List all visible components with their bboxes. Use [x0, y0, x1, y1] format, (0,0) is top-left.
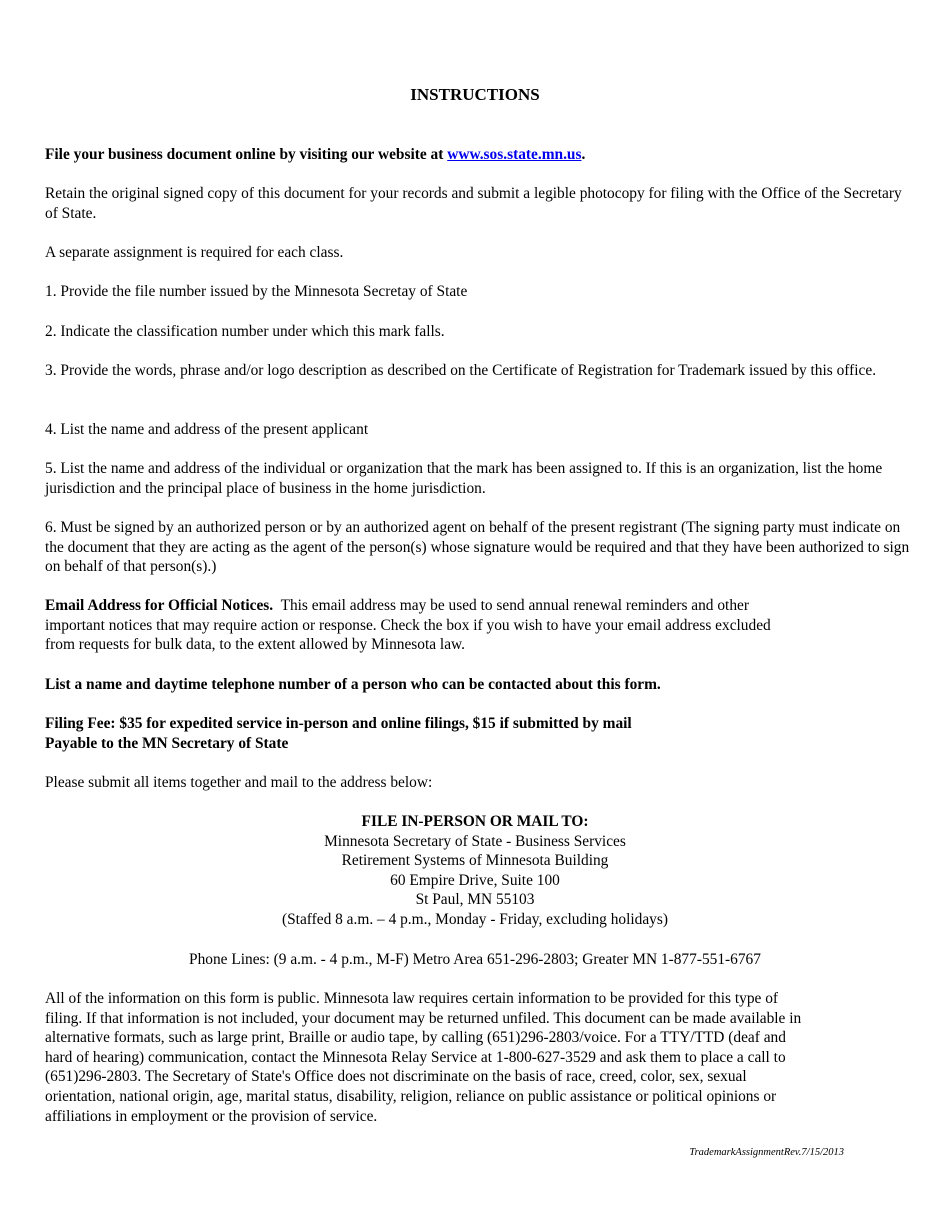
email-notice — [45, 596, 910, 655]
mailing-address-heading: FILE IN-PERSON OR MAIL TO: — [361, 813, 589, 830]
sos-website-link[interactable]: www.sos.state.mn.us — [447, 146, 582, 163]
online-filing-text: File your business document online by visiting our website at — [45, 146, 444, 163]
filing-fee — [45, 714, 910, 753]
mailing-address-line-4: St Paul, MN 55103 — [415, 891, 535, 909]
phone-lines: Phone Lines: (9 a.m. - 4 p.m., M-F) Metro Area 651-296-2803; Greater MN 1-877-551-6767 — [189, 951, 761, 968]
step-2: 2. Indicate the classification number under which this mark falls. — [45, 323, 445, 340]
online-filing-period: . — [581, 146, 586, 163]
public-notice-line: All of the information on this form is public. Minnesota law requires certain information to be provided for this type of — [45, 990, 779, 1007]
public-notice-line: affiliations in employment or the provision of service. — [45, 1107, 378, 1125]
page-title: INSTRUCTIONS — [410, 85, 540, 104]
public-notice-line: (651)296-2803. The Secretary of State's Office does not discriminate on the basis of race, creed, color, sex, sexual — [45, 1068, 747, 1086]
mailing-address-line-2: Retirement Systems of Minnesota Building — [341, 852, 609, 870]
public-information-notice — [45, 989, 910, 1126]
email-notice-line-2: important notices that may require action or response. Check the box if you wish to have your email address excluded — [45, 616, 771, 634]
step-6: 6. Must be signed by an authorized person or by an authorized agent on behalf of the present registrant (The signing party must indicate on the document that they are acting as the agent of the person(s) whose signature would be required and that they have been authorized to sign on behalf of that person(s).) — [45, 519, 910, 576]
email-notice-line-3: from requests for bulk data, to the extent allowed by Minnesota law. — [45, 636, 465, 654]
step-3: 3. Provide the words, phrase and/or logo description as described on the Certificate of Registration for Trademark issued by this office. — [45, 362, 877, 379]
email-notice-line-1 — [45, 596, 910, 616]
step-1: 1. Provide the file number issued by the Minnesota Secretay of State — [45, 283, 468, 300]
public-notice-line: orientation, national origin, age, marital status, disability, religion, reliance on public assistance or political opinions or — [45, 1087, 777, 1105]
online-filing-note — [45, 145, 910, 165]
revision-label: TrademarkAssignmentRev.7/15/2013 — [689, 1147, 844, 1158]
mailing-address-line-3: 60 Empire Drive, Suite 100 — [390, 871, 560, 889]
step-5: 5. List the name and address of the individual or organization that the mark has been assigned to. If this is an organization, list the home jurisdiction and the principal place of business in the home jurisdiction. — [45, 460, 883, 497]
public-notice-line: alternative formats, such as large print, Braille or audio tape, by calling (651)296-2803/voice. For a TTY/TTD (deaf and — [45, 1029, 786, 1047]
email-notice-heading: Email Address for Official Notices. — [45, 597, 274, 614]
separate-assignment-note: A separate assignment is required for each class. — [45, 244, 344, 261]
retain-copy-note: Retain the original signed copy of this document for your records and submit a legible photocopy for filing with the Office of the Secretary of State. — [45, 185, 902, 222]
public-notice-line: hard of hearing) communication, contact the Minnesota Relay Service at 1-800-627-3529 and ask them to place a call to — [45, 1048, 786, 1066]
office-hours: (Staffed 8 a.m. – 4 p.m., Monday - Friday, excluding holidays) — [282, 910, 668, 928]
mailing-address — [0, 812, 950, 930]
filing-fee-line-2: Payable to the MN Secretary of State — [45, 734, 289, 752]
mailing-address-line-1: Minnesota Secretary of State - Business Services — [324, 832, 626, 850]
submit-note: Please submit all items together and mail to the address below: — [45, 774, 433, 791]
contact-note: List a name and daytime telephone number of a person who can be contacted about this form. — [45, 676, 661, 693]
public-notice-line: filing. If that information is not included, your document may be returned unfiled. This document can be made available in — [45, 1009, 802, 1027]
email-notice-line-1-text: This email address may be used to send annual renewal reminders and other — [280, 597, 749, 614]
step-4: 4. List the name and address of the present applicant — [45, 421, 369, 438]
filing-fee-line-1: Filing Fee: $35 for expedited service in-person and online filings, $15 if submitted by mail — [45, 715, 632, 732]
